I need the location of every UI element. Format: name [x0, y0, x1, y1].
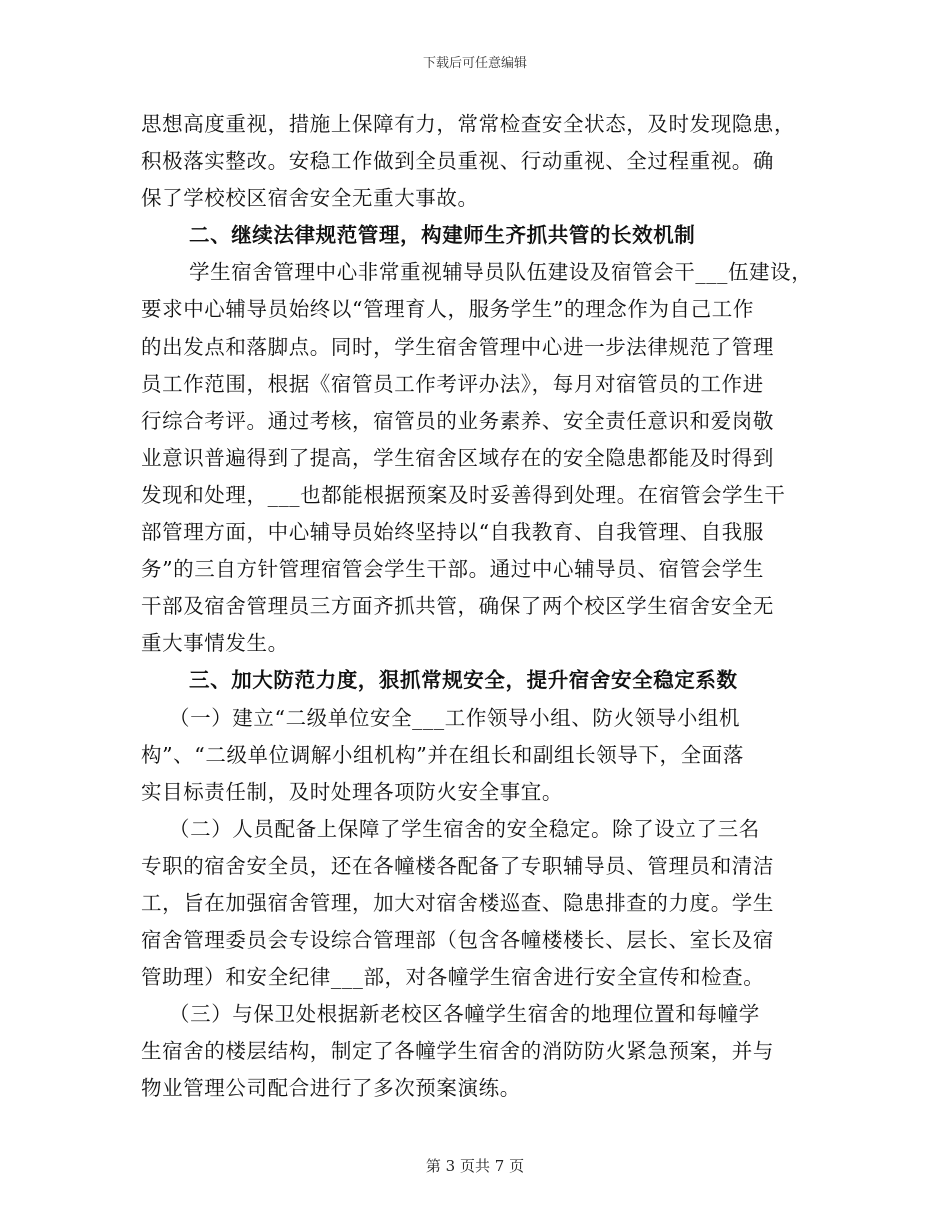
- body-line: 工，旨在加强宿舍管理，加大对宿舍楼巡查、隐患排查的力度。学生: [141, 890, 774, 915]
- body-line: （二）人员配备上保障了学生宿舍的安全稳定。除了设立了三名: [169, 816, 760, 841]
- body-line: 宿舍管理委员会专设综合管理部（包含各幢楼楼长、层长、室长及宿: [141, 928, 774, 953]
- body-line: 专职的宿舍安全员，还在各幢楼各配备了专职辅导员、管理员和清洁: [141, 853, 774, 878]
- page-header: 下载后可任意编辑: [422, 56, 527, 71]
- body-line: 的出发点和落脚点。同时，学生宿舍管理中心进一步法律规范了管理: [141, 334, 774, 359]
- body-line: 生宿舍的楼层结构，制定了各幢学生宿舍的消防防火紧急预案，并与: [141, 1039, 774, 1064]
- section-heading-2: 二、继续法律规范管理，构建师生齐抓共管的长效机制: [189, 223, 696, 248]
- section-heading-3: 三、加大防范力度，狠抓常规安全，提升宿舍安全稳定系数: [189, 668, 738, 693]
- body-line: （一）建立“二级单位安全___工作领导小组、防火领导小组机: [169, 705, 741, 730]
- body-line: 构”、“二级单位调解小组机构”并在组长和副组长领导下，全面落: [141, 742, 744, 767]
- body-line: 管助理）和安全纪律___部，对各幢学生宿舍进行安全宣传和检查。: [141, 965, 765, 990]
- document-body: [141, 106, 821, 1108]
- body-line: 业意识普遍得到了提高，学生宿舍区域存在的安全隐患都能及时得到: [141, 445, 774, 470]
- body-line: 实目标责任制，及时处理各项防火安全事宜。: [141, 779, 563, 804]
- body-line: 务”的三自方针管理宿管会学生干部。通过中心辅导员、宿管会学生: [141, 557, 764, 582]
- body-line: 思想高度重视，措施上保障有力，常常检查安全状态，及时发现隐患，: [141, 112, 796, 136]
- body-line: 重大事情发生。: [141, 631, 289, 656]
- page-footer: 第 3 页共 7 页: [425, 1157, 525, 1175]
- body-line: （三）与保卫处根据新老校区各幢学生宿舍的地理位置和每幢学: [169, 1002, 760, 1027]
- body-line: 员工作范围，根据《宿管员工作考评办法》，每月对宿管员的工作进: [141, 371, 764, 396]
- body-line: 要求中心辅导员始终以“管理育人，服务学生”的理念作为自己工作: [141, 297, 754, 322]
- body-line: 保了学校校区宿舍安全无重大事故。: [141, 186, 479, 211]
- body-line: 物业管理公司配合进行了多次预案演练。: [141, 1076, 521, 1101]
- body-line: 行综合考评。通过考核，宿管员的业务素养、安全责任意识和爱岗敬: [141, 408, 774, 433]
- body-line: 部管理方面，中心辅导员始终坚持以“自我教育、自我管理、自我服: [141, 520, 764, 545]
- body-line: 学生宿舍管理中心非常重视辅导员队伍建设及宿管会干___伍建设，: [189, 260, 813, 285]
- body-line: 积极落实整改。安稳工作做到全员重视、行动重视、全过程重视。确: [141, 149, 774, 174]
- body-line: 干部及宿舍管理员三方面齐抓共管，确保了两个校区学生宿舍安全无: [141, 594, 774, 619]
- body-line: 发现和处理，___也都能根据预案及时妥善得到处理。在宿管会学生干: [141, 482, 786, 507]
